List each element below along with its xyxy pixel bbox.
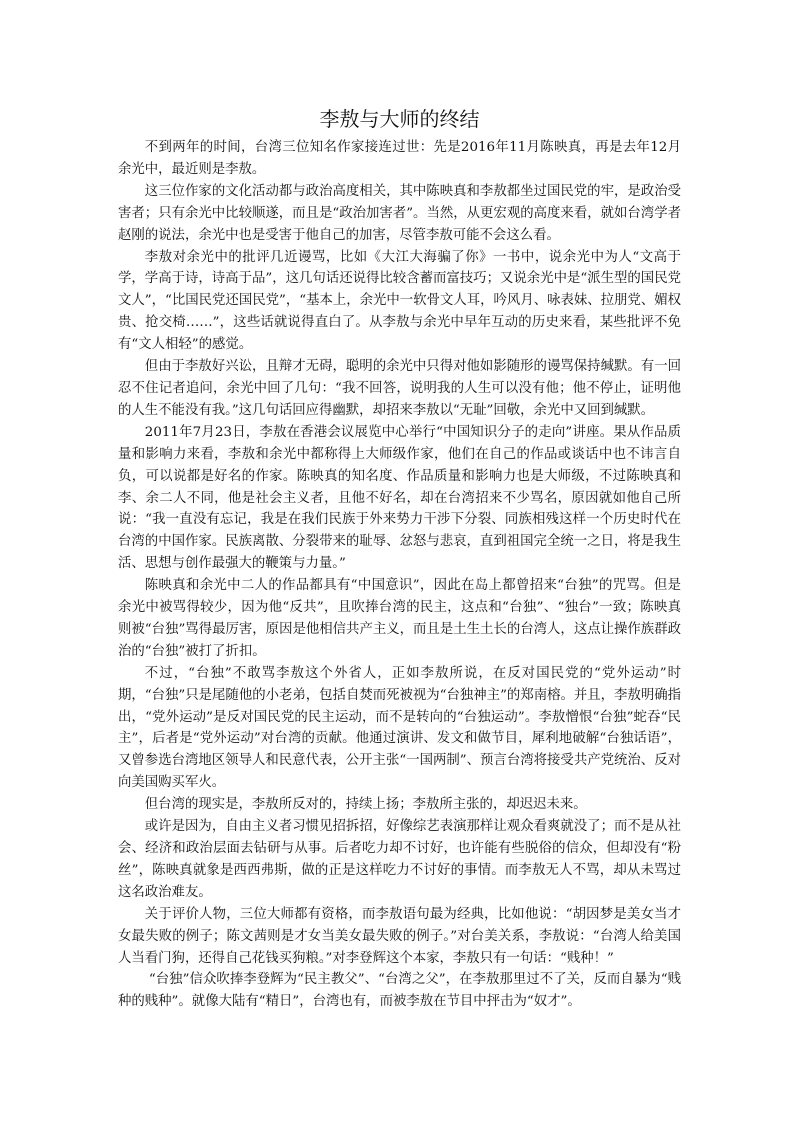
paragraph-3: 李敖对余光中的批评几近谩骂，比如《大江大海骗了你》一书中，说余光中为人“文高于学，学高于诗，诗高于品”，这几句话还说得比较含蓄而富技巧；又说余光中是“派生型的国民党文人”，“比国民党还国民党”，“基本上，余光中一软骨文人耳，吟风月、咏表妹、拉朋党、媚权贵、抢交椅……”，这些话就说得直白了。从李敖与余光中早年互动的历史来看，某些批评不免有“文人相轻”的感觉。 <box>118 249 682 353</box>
paragraph-10: 关于评价人物，三位大师都有资格，而李敖语句最为经典，比如他说：“胡因梦是美女当才女最失败的例子；陈文茜则是才女当美女最失败的例子。”对台美关系，李敖说：“台湾人给美国人当看门狗，还得自己花钱买狗粮。”对李登辉这个本家，李敖只有一句话：“贱种！” <box>118 906 681 966</box>
paragraph-4: 但由于李敖好兴讼，且辩才无碍，聪明的余光中只得对他如影随形的谩骂保持缄默。有一回忍不住记者追问，余光中回了几句：“我不回答，说明我的人生可以没有他；他不停止，证明他的人生不能没有我。”这几句话回应得幽默，却招来李敖以“无耻”回敬，余光中又回到缄默。 <box>118 359 681 418</box>
paragraph-6: 陈映真和余光中二人的作品都具有“中国意识”，因此在岛上都曾招来“台独”的咒骂。但是余光中被骂得较少，因为他“反共”，且吹捧台湾的民主，这点和“台独”、“独台”一致；陈映真则被“台独”骂得最厉害，原因是他相信共产主义，而且是土生土长的台湾人，这点让操作族群政治的“台独”被打了折扣。 <box>118 578 681 659</box>
paragraph-7: 不过，“台独”不敢骂李敖这个外省人，正如李敖所说，在反对国民党的“党外运动”时期，“台独”只是尾随他的小老弟，包括自焚而死被视为“台独神主”的郑南榕。并且，李敖明确指出，“党外运动”是反对国民党的民主运动，而不是转向的“台独运动”。李敖憎恨“台独”蛇吞“民主”，后者是“党外运动”对台湾的贡献。他通过演讲、发文和做节目，犀利地破解“台独话语”，又曾参选台湾地区领导人和民意代表，公开主张“一国两制”、预言台湾将接受共产党统治、反对向美国购买军火。 <box>118 665 682 791</box>
paragraph-1: 不到两年的时间，台湾三位知名作家接连过世：先是2016年11月陈映真，再是去年12月余光中，最近则是李敖。 <box>118 140 681 177</box>
document-title: 李敖与大师的终结 <box>319 107 480 131</box>
paragraph-2: 这三位作家的文化活动都与政治高度相关，其中陈映真和李敖都坐过国民党的牢，是政治受害者；只有余光中比较顺遂，而且是“政治加害者”。当然，从更宏观的高度来看，就如台湾学者赵刚的说法，余光中也是受害于他自己的加害，尽管李敖可能不会这么看。 <box>118 183 681 243</box>
paragraph-9: 或许是因为，自由主义者习惯见招拆招，好像综艺表演那样让观众看爽就没了；而不是从社会、经济和政治层面去钻研与从事。后者吃力却不讨好，也许能有些脱俗的信众，但却没有“粉丝”，陈映真就象是西西弗斯，做的正是这样吃力不讨好的事情。而李敖无人不骂，却从未骂过这名政治难友。 <box>118 819 681 900</box>
document-page <box>118 104 681 1013</box>
paragraph-5: 2011年7月23日，李敖在香港会议展览中心举行“中国知识分子的走向”讲座。果从作品质量和影响力来看，李敖和余光中都称得上大师级作家，他们在自己的作品或谈话中也不讳言自负，可以说都是好名的作家。陈映真的知名度、作品质量和影响力也是大师级，不过陈映真和李、余二人不同，他是社会主义者，且他不好名，却在台湾招来不少骂名，原因就如他自己所说：“我一直没有忘记，我是在我们民族于外来势力干涉下分裂、同族相残这样一个历史时代在台湾的中国作家。民族离散、分裂带来的耻辱、忿怒与悲哀，直到祖国完全统一之日，将是我生活、思想与创作最强大的鞭策与力量。” <box>118 424 681 572</box>
paragraph-11: “台独”信众吹捧李登辉为“民主教父”、“台湾之父”，在李敖那里过不了关，反而自暴为“贱种的贱种”。就像大陆有“精日”，台湾也有，而被李敖在节目中抨击为“奴才”。 <box>118 972 681 1010</box>
paragraph-8: 但台湾的现实是，李敖所反对的，持续上扬；李敖所主张的，却迟迟未来。 <box>144 797 587 813</box>
